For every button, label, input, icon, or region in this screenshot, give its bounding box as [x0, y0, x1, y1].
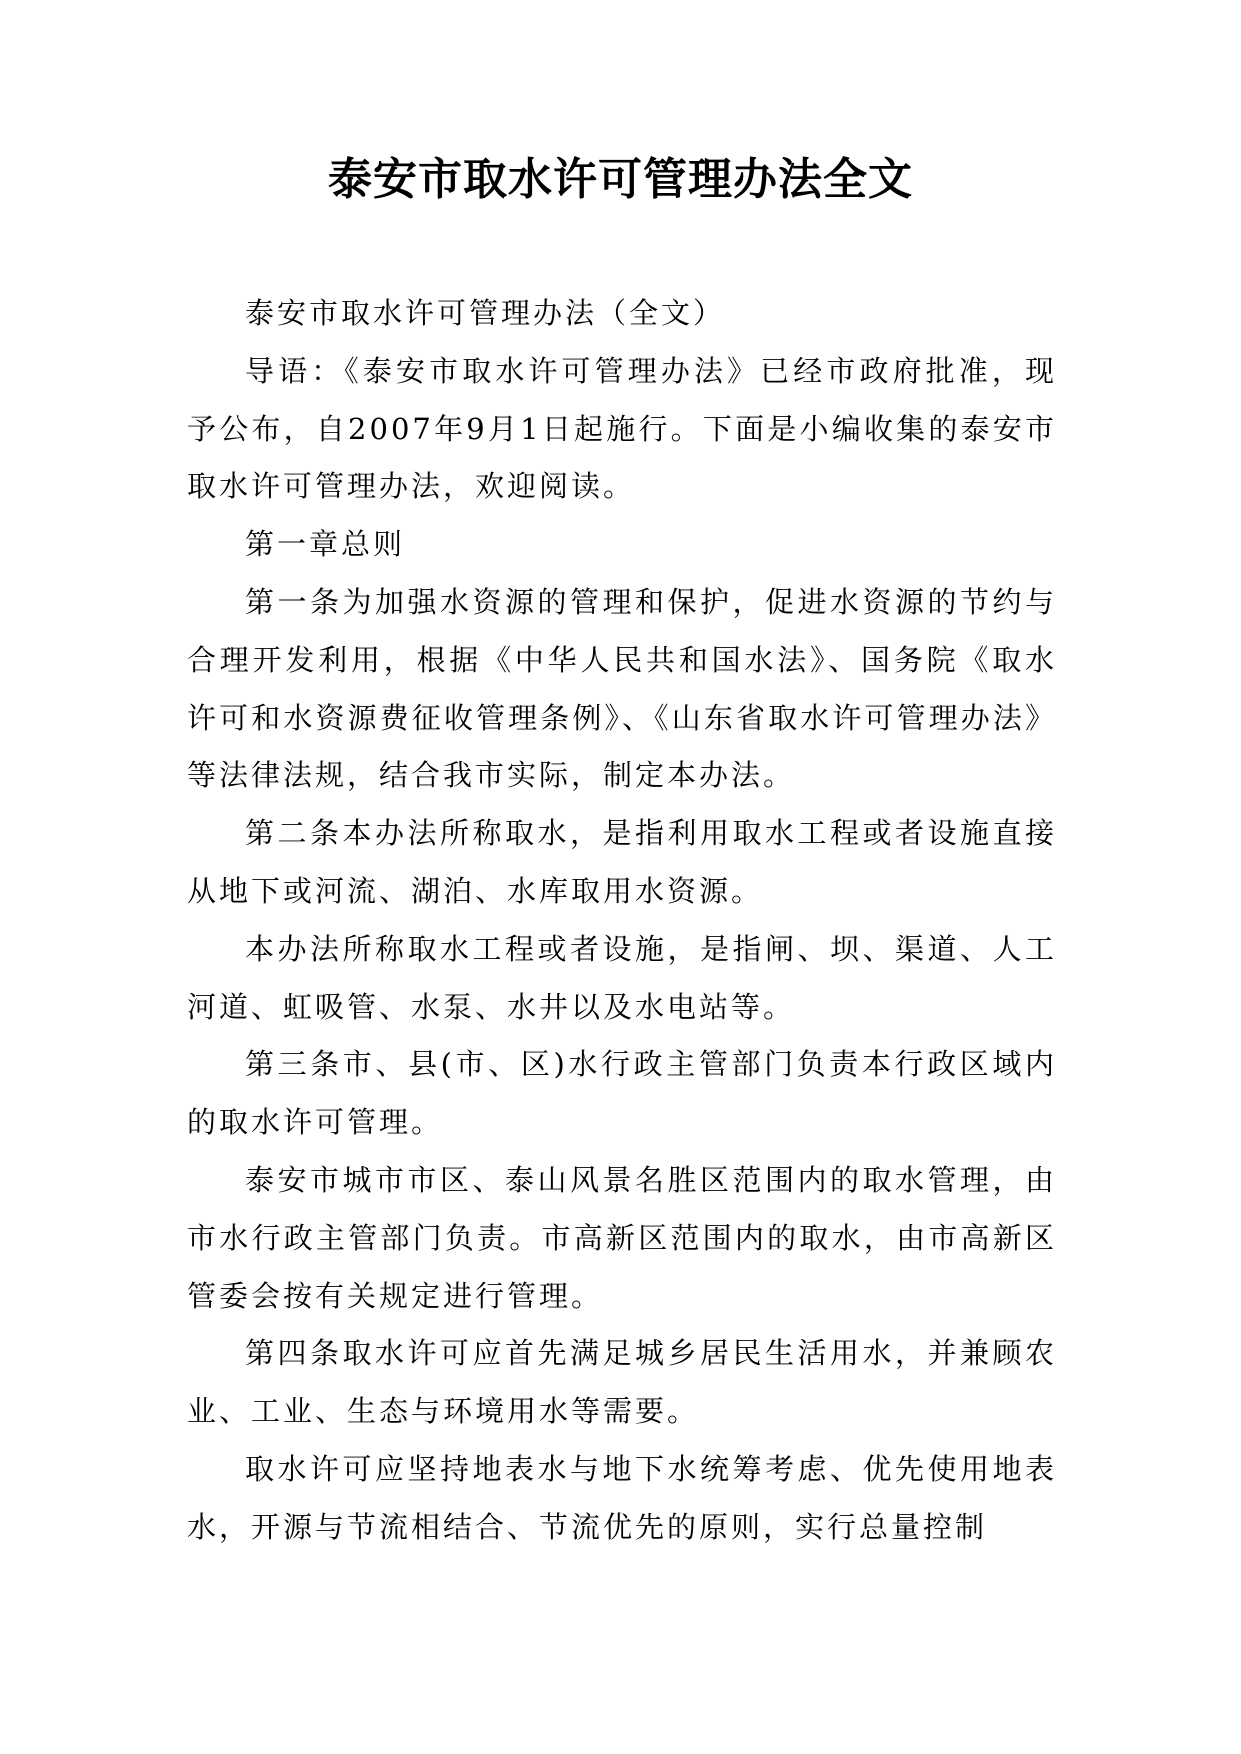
document-body: [187, 285, 1057, 1557]
chapter-heading: 第一章总则: [245, 527, 406, 562]
article-paragraph: 泰安市城市市区、泰山风景名胜区范围内的取水管理，由市水行政主管部门负责。市高新区范围内的取水，由市高新区管委会按有关规定进行管理。: [187, 1162, 1057, 1313]
article-paragraph: 第二条本办法所称取水，是指利用取水工程或者设施直接从地下或河流、湖泊、水库取用水资源。: [187, 816, 1057, 908]
article-paragraph: 第一条为加强水资源的管理和保护，促进水资源的节约与合理开发利用，根据《中华人民共和国水法》、国务院《取水许可和水资源费征收管理条例》、《山东省取水许可管理办法》等法律法规，结合我市实际，制定本办法。: [187, 584, 1057, 793]
paragraph-subtitle: 泰安市取水许可管理办法（全文）: [245, 296, 726, 330]
article-paragraph: 本办法所称取水工程或者设施，是指闸、坝、渠道、人工河道、虹吸管、水泵、水井以及水电站等。: [187, 931, 1057, 1024]
article-paragraph: 第三条市、县(市、区)水行政主管部门负责本行政区域内的取水许可管理。: [187, 1047, 1057, 1140]
paragraph-intro: 导语：《泰安市取水许可管理办法》已经市政府批准，现予公布，自2007年9月1日起施行。下面是小编收集的泰安市取水许可管理办法，欢迎阅读。: [187, 353, 1057, 504]
document-title: 泰安市取水许可管理办法全文: [328, 154, 913, 205]
article-paragraph: 第四条取水许可应首先满足城乡居民生活用水，并兼顾农业、工业、生态与环境用水等需要。: [187, 1336, 1057, 1429]
article-paragraph: 取水许可应坚持地表水与地下水统筹考虑、优先使用地表水，开源与节流相结合、节流优先的原则，实行总量控制: [187, 1451, 1057, 1544]
